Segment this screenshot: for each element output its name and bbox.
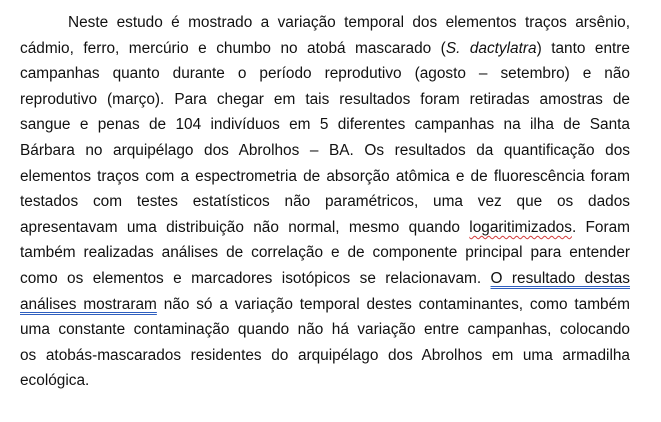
document-page[interactable]	[20, 10, 630, 394]
spelling-error-word[interactable]: logaritimizados	[469, 218, 572, 236]
text-segment: os atobás-mascarados residentes do arquipélago dos Abrolhos em uma armadilha	[20, 346, 630, 364]
text-segment: também realizadas análises de correlação e de componente principal para entender	[20, 244, 630, 262]
grammar-error-phrase[interactable]: análises mostraram	[20, 295, 157, 313]
text-segment: Neste estudo é mostrado a variação temporal dos elementos traços arsênio,	[68, 14, 630, 31]
paragraph-line-6	[20, 138, 630, 164]
paragraph-line-11	[20, 266, 630, 292]
paragraph-line-4	[20, 87, 630, 113]
text-segment: como os elementos e marcadores isotópicos se relacionavam.	[20, 269, 491, 287]
paragraph-line-1	[20, 10, 630, 36]
species-name-italic: S. dactylatra	[445, 39, 537, 57]
text-segment: elementos traços com a espectrometria de absorção atômica e de fluorescência foram	[20, 167, 630, 185]
paragraph-line-12	[20, 292, 630, 318]
text-segment: . Foram	[571, 218, 630, 236]
text-segment: sangue e penas de 104 indivíduos em 5 diferentes campanhas na ilha de Santa	[20, 116, 630, 134]
paragraph-line-2	[20, 36, 630, 62]
paragraph-line-5	[20, 112, 630, 138]
text-segment: uma constante contaminação quando não há variação entre campanhas, colocando	[20, 321, 630, 339]
paragraph-line-8	[20, 189, 630, 215]
text-segment: campanhas quanto durante o período reprodutivo (agosto – setembro) e não	[20, 65, 630, 83]
paragraph-line-10	[20, 240, 630, 266]
grammar-error-phrase[interactable]: O resultado destas	[490, 269, 630, 287]
paragraph-line-3	[20, 61, 630, 87]
paragraph-line-7	[20, 164, 630, 190]
text-segment: ecológica.	[20, 372, 90, 390]
paragraph-line-9	[20, 215, 630, 241]
text-segment: ) tanto entre	[536, 39, 630, 57]
text-segment: reprodutivo (março). Para chegar em tais resultados foram retiradas amostras de	[20, 90, 630, 108]
paragraph-line-15	[20, 368, 630, 394]
paragraph-line-13	[20, 317, 630, 343]
text-segment: Bárbara no arquipélago dos Abrolhos – BA. Os resultados da quantificação dos	[20, 141, 630, 159]
text-segment: cádmio, ferro, mercúrio e chumbo no atobá mascarado (	[20, 39, 446, 57]
paragraph-line-14	[20, 343, 630, 369]
text-segment: não só a variação temporal destes contaminantes, como também	[156, 295, 630, 313]
text-segment: testados com testes estatísticos não paramétricos, uma vez que os dados	[20, 193, 630, 211]
text-segment: apresentavam uma distribuição não normal, mesmo quando	[20, 218, 470, 236]
